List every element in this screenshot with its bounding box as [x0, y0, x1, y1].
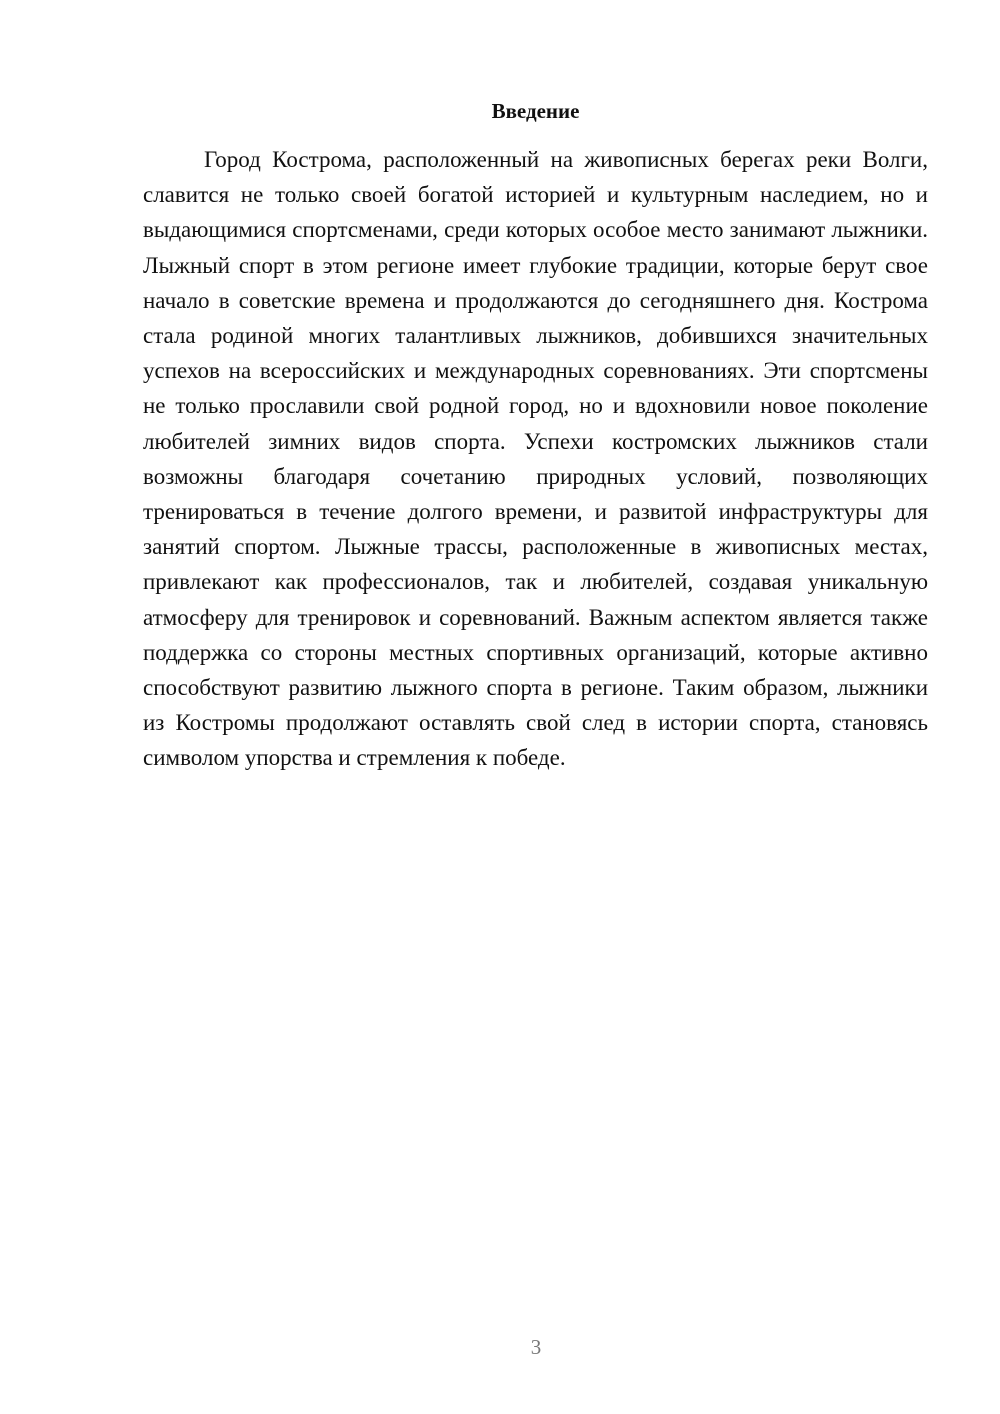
section-heading: Введение	[491, 99, 580, 123]
page-number: 3	[530, 1335, 542, 1359]
intro-paragraph: Город Кострома, расположенный на живописных берегах реки Волги, славится не только своей богатой историей и культурным наследием, но и выдающимися спортсменами, среди которых особое место занимают лыжники. Лыжный спорт в этом регионе имеет глубокие традиции, которые берут свое начало в советские времена и продолжаются до сегодняшнего дня. Кострома стала родиной многих талантливых лыжников, добившихся значительных успехов на всероссийских и международных соревнованиях. Эти спортсмены не только прославили свой родной город, но и вдохновили новое поколение любителей зимних видов спорта. Успехи костромских лыжников стали возможны благодаря сочетанию природных условий, позволяющих тренироваться в течение долгого времени, и развитой инфраструктуры для занятий спортом. Лыжные трассы, расположенные в живописных местах, привлекают как профессионалов, так и любителей, создавая уникальную атмосферу для тренировок и соревнований. Важным аспектом является также поддержка со стороны местных спортивных организаций, которые активно способствуют развитию лыжного спорта в регионе. Таким образом, лыжники из Костромы продолжают оставлять свой след в истории спорта, становясь символом упорства и стремления к победе.	[143, 147, 928, 771]
